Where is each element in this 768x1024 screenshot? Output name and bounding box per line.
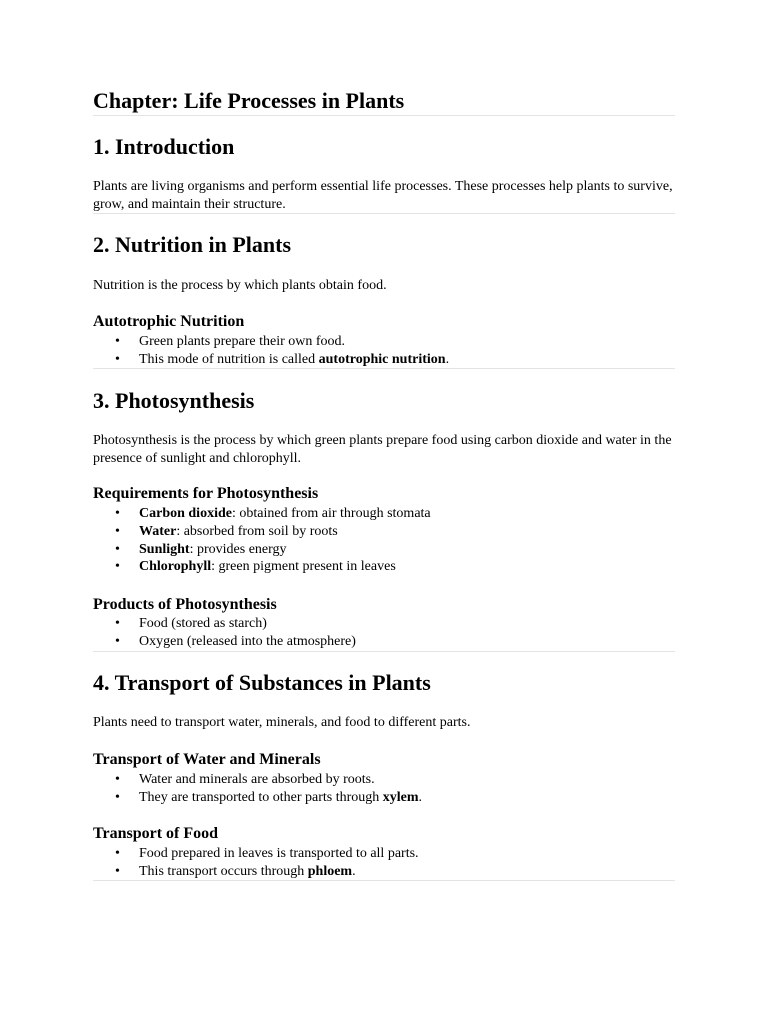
list-item bbox=[93, 558, 431, 576]
list-item-bold-term: autotrophic nutrition bbox=[318, 351, 446, 367]
transport-food-list bbox=[93, 845, 419, 881]
divider bbox=[93, 213, 675, 214]
list-item-text: Food prepared in leaves is transported to all parts. bbox=[139, 846, 419, 861]
bullet-icon: • bbox=[115, 541, 120, 557]
divider bbox=[93, 880, 675, 881]
list-item bbox=[93, 789, 422, 807]
list-item-bold-term: Sunlight bbox=[139, 541, 190, 557]
list-item-bold-term: Carbon dioxide bbox=[139, 506, 232, 521]
list-item-text: : obtained from air through stomata bbox=[231, 506, 431, 521]
bullet-icon: • bbox=[115, 616, 120, 631]
list-item-bold-term: Water bbox=[139, 523, 177, 539]
list-item-text: : green pigment present in leaves bbox=[211, 559, 396, 575]
subheading-products: Products of Photosynthesis bbox=[93, 596, 277, 613]
list-item bbox=[93, 505, 431, 523]
bullet-icon: • bbox=[115, 523, 120, 539]
nutrition-paragraph: Nutrition is the process by which plants obtain food. bbox=[93, 278, 387, 293]
section-heading-nutrition: 2. Nutrition in Plants bbox=[93, 232, 292, 257]
autotrophic-list bbox=[93, 333, 449, 369]
list-item-text: : absorbed from soil by roots bbox=[176, 523, 338, 539]
bullet-icon: • bbox=[115, 334, 120, 349]
divider bbox=[93, 651, 675, 652]
introduction-paragraph: Plants are living organisms and perform essential life processes. These processes help plants to survive, grow, and maintain their structure. bbox=[93, 179, 673, 212]
subheading-autotrophic-nutrition: Autotrophic Nutrition bbox=[93, 313, 245, 330]
transport-water-list bbox=[93, 771, 422, 807]
list-item-text: Oxygen (released into the atmosphere) bbox=[139, 633, 356, 649]
list-item-text: . bbox=[418, 789, 423, 805]
list-item-text: This transport occurs through bbox=[139, 863, 308, 879]
subheading-transport-food: Transport of Food bbox=[93, 825, 219, 842]
bullet-icon: • bbox=[115, 789, 120, 805]
list-item bbox=[93, 845, 419, 863]
bullet-icon: • bbox=[115, 863, 120, 879]
list-item bbox=[93, 615, 356, 633]
subheading-transport-water: Transport of Water and Minerals bbox=[93, 751, 321, 768]
list-item-text: . bbox=[445, 351, 450, 367]
section-heading-photosynthesis: 3. Photosynthesis bbox=[93, 388, 255, 413]
list-item bbox=[93, 351, 449, 369]
divider bbox=[93, 115, 675, 116]
list-item-text: This mode of nutrition is called bbox=[139, 351, 319, 367]
list-item-text: . bbox=[352, 863, 356, 879]
list-item-text: Food (stored as starch) bbox=[139, 616, 267, 631]
list-item-bold-term: phloem bbox=[307, 863, 353, 879]
page-title: Chapter: Life Processes in Plants bbox=[93, 88, 405, 113]
products-list bbox=[93, 615, 356, 651]
section-heading-introduction: 1. Introduction bbox=[93, 134, 235, 159]
list-item bbox=[93, 333, 449, 351]
list-item bbox=[93, 771, 422, 789]
list-item-bold-term: xylem bbox=[382, 789, 419, 805]
bullet-icon: • bbox=[115, 772, 120, 787]
list-item-text: They are transported to other parts through bbox=[139, 789, 383, 805]
list-item bbox=[93, 541, 431, 559]
list-item-bold-term: Chlorophyll bbox=[139, 559, 212, 575]
bullet-icon: • bbox=[115, 559, 120, 575]
requirements-list bbox=[93, 505, 431, 576]
list-item bbox=[93, 633, 356, 651]
subheading-requirements: Requirements for Photosynthesis bbox=[93, 485, 319, 502]
list-item bbox=[93, 523, 431, 541]
list-item bbox=[93, 863, 419, 881]
section-heading-transport: 4. Transport of Substances in Plants bbox=[93, 670, 431, 695]
photosynthesis-paragraph: Photosynthesis is the process by which green plants prepare food using carbon dioxide and water in the presence of sunlight and chlorophyll. bbox=[93, 433, 672, 466]
transport-paragraph: Plants need to transport water, minerals, and food to different parts. bbox=[93, 715, 471, 730]
bullet-icon: • bbox=[115, 351, 120, 367]
list-item-text: Green plants prepare their own food. bbox=[139, 334, 346, 349]
divider bbox=[93, 368, 675, 369]
list-item-text: : provides energy bbox=[189, 541, 287, 557]
bullet-icon: • bbox=[115, 846, 120, 861]
list-item-text: Water and minerals are absorbed by roots. bbox=[139, 772, 375, 787]
bullet-icon: • bbox=[115, 506, 120, 521]
bullet-icon: • bbox=[115, 633, 120, 649]
